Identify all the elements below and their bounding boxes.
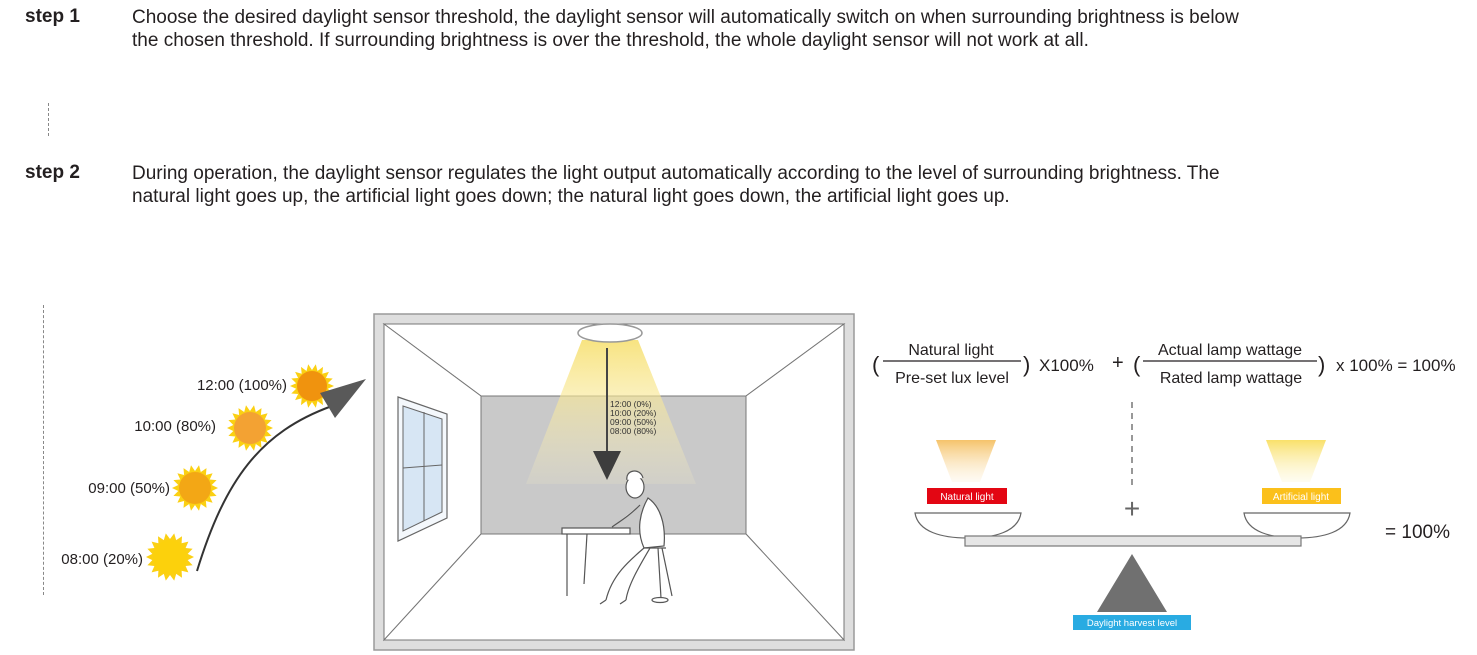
step-2-text: During operation, the daylight sensor regulates the light output automatically according to the level of surrounding brightness. The natural light goes up, the artificial light goes down; the natural light goes down, the artificial light goes up. xyxy=(132,163,1220,207)
sun-09 xyxy=(88,465,218,510)
formula xyxy=(872,342,1456,387)
sun-12 xyxy=(197,364,334,407)
sun-core xyxy=(234,412,266,444)
left-pan xyxy=(915,513,1021,538)
balance-pivot xyxy=(1097,554,1167,612)
formula-open-paren-2: ( xyxy=(1133,352,1141,377)
natural-light-tag-text: Natural light xyxy=(940,492,994,503)
formula-times-1: X100% xyxy=(1039,356,1094,375)
sun-core xyxy=(153,540,187,574)
formula-denominator-1: Pre-set lux level xyxy=(895,370,1009,387)
formula-plus: + xyxy=(1112,352,1124,374)
room-schedule-1: 10:00 (20%) xyxy=(610,408,657,418)
ceiling-lamp xyxy=(578,324,642,342)
natural-light-glow xyxy=(936,440,996,482)
formula-close-paren-1: ) xyxy=(1023,352,1031,377)
balance-beam xyxy=(965,536,1301,546)
step-1-label: step 1 xyxy=(25,6,80,27)
formula-open-paren-1: ( xyxy=(872,352,880,377)
sun-09-icon xyxy=(172,465,218,510)
daylight-harvest-tag-text: Daylight harvest level xyxy=(1086,618,1178,629)
room xyxy=(374,314,854,650)
room-window xyxy=(398,397,447,541)
formula-close-paren-2: ) xyxy=(1318,352,1326,377)
formula-numerator-2: Actual lamp wattage xyxy=(1157,342,1303,359)
formula-numerator-1: Natural light xyxy=(908,342,994,359)
sun-09-label: 09:00 (50%) xyxy=(88,479,170,497)
sun-08 xyxy=(61,533,194,580)
room-schedule-2: 09:00 (50%) xyxy=(610,417,657,427)
room-schedule-3: 08:00 (80%) xyxy=(610,426,657,436)
step-1-text: Choose the desired daylight sensor threshold, the daylight sensor will automatically switch on when surrounding brightness is below the chosen threshold. If surrounding brightness is over the threshold, the whole daylight sensor will not work at all. xyxy=(132,7,1239,51)
sun-core xyxy=(179,472,211,504)
formula-denominator-2: Rated lamp wattage xyxy=(1159,370,1303,387)
artificial-light-glow xyxy=(1266,440,1326,482)
sun-10-label: 10:00 (80%) xyxy=(134,417,216,435)
formula-result: x 100% = 100% xyxy=(1336,356,1456,375)
artificial-light-tag-text: Artificial light xyxy=(1272,492,1330,503)
balance-equals: = 100% xyxy=(1385,522,1450,543)
step-2-label: step 2 xyxy=(25,162,80,183)
room-schedule-0: 12:00 (0%) xyxy=(610,399,652,409)
balance-scale xyxy=(915,402,1450,630)
balance-plus: + xyxy=(1123,493,1141,524)
room-schedule xyxy=(610,399,656,436)
sun-12-label: 12:00 (100%) xyxy=(196,376,287,394)
sun-08-label: 08:00 (20%) xyxy=(61,550,143,568)
right-pan xyxy=(1244,513,1350,538)
sun-08-icon xyxy=(146,533,194,580)
sun-10 xyxy=(134,405,273,450)
